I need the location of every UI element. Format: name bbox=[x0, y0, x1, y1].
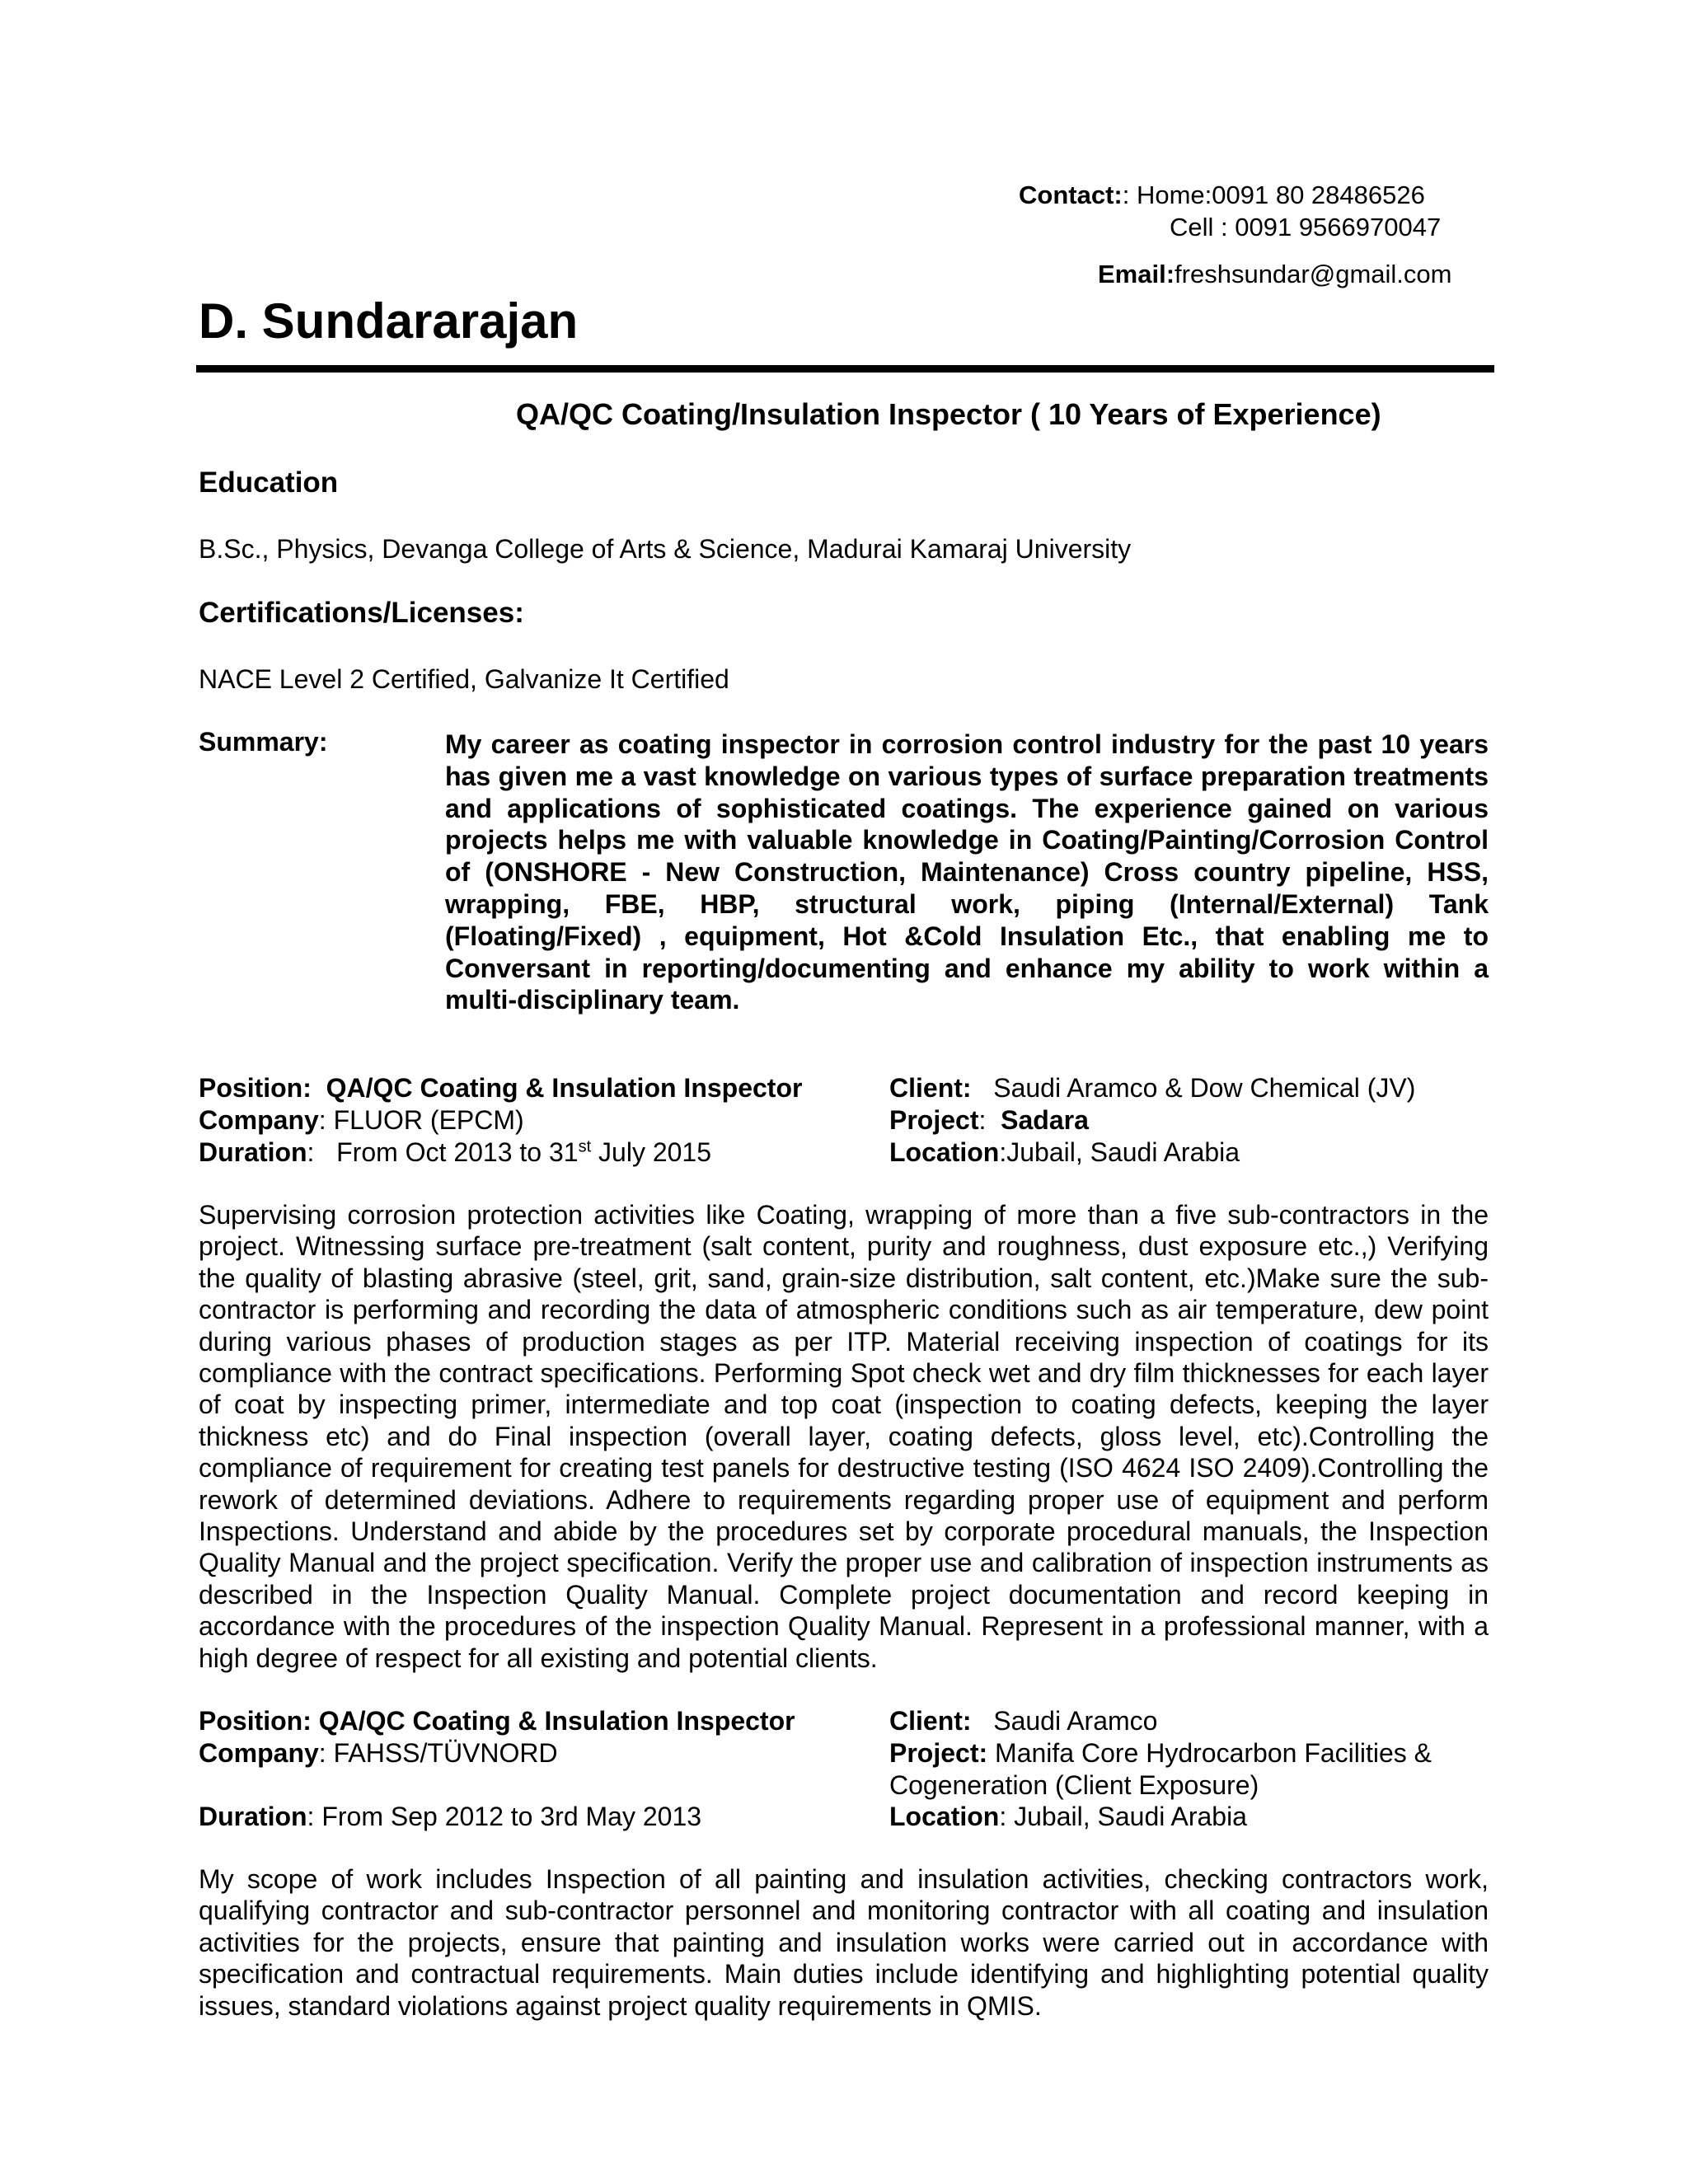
job2-duration bbox=[199, 1800, 701, 1833]
job1-position-label: Position: bbox=[199, 1073, 312, 1103]
job1-location bbox=[889, 1136, 1240, 1169]
job1-client bbox=[889, 1071, 1415, 1104]
job1-company-value: : FLUOR (EPCM) bbox=[318, 1105, 524, 1135]
header-divider bbox=[196, 365, 1494, 373]
job2-position bbox=[199, 1704, 795, 1737]
job2-project-label: Project: bbox=[889, 1738, 988, 1768]
job1-location-value: :Jubail, Saudi Arabia bbox=[999, 1137, 1240, 1167]
job1-duration bbox=[199, 1136, 711, 1169]
job1-description: Supervising corrosion protection activities like Coating, wrapping of more than a five sub-contractors in the project. Witnessing surface pre-treatment (salt content, purity and roughness, dust exposure etc.,) Verifying the quality of blasting abrasive (steel, grit, sand, grain-size distribution, salt content, etc.)Make sure the sub-contractor is performing and recording the data of atmospheric conditions such as air temperature, dew point during various phases of production stages as per ITP. Material receiving inspection of coatings for its compliance with the contract specifications. Performing Spot check wet and dry film thicknesses for each layer of coat by inspecting primer, intermediate and top coat (inspection to coating defects, keeping the layer thickness etc) and do Final inspection (overall layer, coating defects, gloss level, etc).Controlling the compliance of requirement for creating test panels for destructive testing (ISO 4624 ISO 2409).Controlling the rework of determined deviations. Adhere to requirements regarding proper use of equipment and perform Inspections. Understand and abide by the procedures set by corporate procedural manuals, the Inspection Quality Manual and the project specification. Verify the proper use and calibration of inspection instruments as described in the Inspection Quality Manual. Complete project documentation and record keeping in accordance with the procedures of the inspection Quality Manual. Represent in a professional manner, with a high degree of respect for all existing and potential clients. bbox=[199, 1200, 1489, 1673]
job1-duration-label: Duration bbox=[199, 1137, 307, 1167]
job2-duration-label: Duration bbox=[199, 1802, 307, 1831]
job2-location bbox=[889, 1800, 1247, 1833]
summary-text: My career as coating inspector in corrosion control industry for the past 10 years has given me a vast knowledge on various types of surface preparation treatments and applications of sophisticated coatings. The experience gained on various projects helps me with valuable knowledge in Coating/Painting/Corrosion Control of (ONSHORE - New Construction, Maintenance) Cross country pipeline, HSS, wrapping, FBE, HBP, structural work, piping (Internal/External) Tank (Floating/Fixed) , equipment, Hot &Cold Insulation Etc., that enabling me to Conversant in reporting/documenting and enhance my ability to work within a multi-disciplinary team. bbox=[445, 729, 1489, 1015]
job2-company-value: : FAHSS/TÜVNORD bbox=[318, 1738, 558, 1768]
job1-location-label: Location bbox=[889, 1137, 1000, 1167]
email-label: Email: bbox=[1098, 260, 1175, 288]
job2-client bbox=[889, 1704, 1157, 1737]
job2-description: My scope of work includes Inspection of all painting and insulation activities, checking contractors work, qualifying contractor and sub-contractor personnel and monitoring contractor with all coating and insulation activities for the projects, ensure that painting and insulation works were carried out in accordance with specification and contractual requirements. Main duties include identifying and highlighting potential quality issues, standard violations against project quality requirements in QMIS. bbox=[199, 1864, 1489, 2021]
job1-client-label: Client: bbox=[889, 1073, 972, 1103]
job1-duration-pre: : From Oct 2013 to 31 bbox=[307, 1137, 579, 1167]
page-title: QA/QC Coating/Insulation Inspector ( 10 Years of Experience) bbox=[516, 397, 1381, 431]
contact-home-line bbox=[1019, 179, 1425, 212]
contact-cell: Cell : 0091 9566970047 bbox=[1170, 213, 1442, 241]
job1-project bbox=[889, 1104, 1089, 1137]
certifications-text: NACE Level 2 Certified, Galvanize It Certified bbox=[199, 664, 729, 694]
job1-project-value: Sadara bbox=[1001, 1105, 1089, 1135]
education-text: B.Sc., Physics, Devanga College of Arts & Science, Madurai Kamaraj University bbox=[199, 534, 1132, 564]
job1-duration-sup: st bbox=[578, 1137, 592, 1156]
job2-project-line1: Manifa Core Hydrocarbon Facilities & bbox=[995, 1738, 1432, 1768]
job1-company-label: Company bbox=[199, 1105, 319, 1135]
job1-position-value: QA/QC Coating & Insulation Inspector bbox=[326, 1073, 803, 1103]
job2-client-value: Saudi Aramco bbox=[993, 1706, 1158, 1736]
job2-company-label: Company bbox=[199, 1738, 319, 1768]
job2-position-label: Position: bbox=[199, 1706, 312, 1736]
job1-client-value: Saudi Aramco & Dow Chemical (JV) bbox=[993, 1073, 1416, 1103]
job2-position-value: QA/QC Coating & Insulation Inspector bbox=[318, 1706, 795, 1736]
contact-home: : Home:0091 80 28486526 bbox=[1122, 180, 1425, 209]
job1-company bbox=[199, 1104, 524, 1137]
summary-label: Summary: bbox=[199, 727, 328, 757]
contact-label: Contact: bbox=[1019, 180, 1123, 209]
job2-project bbox=[889, 1736, 1432, 1769]
education-heading: Education bbox=[199, 466, 339, 499]
job1-project-sep: : bbox=[978, 1105, 987, 1135]
certifications-heading: Certifications/Licenses: bbox=[199, 597, 524, 629]
job2-client-label: Client: bbox=[889, 1706, 972, 1736]
job2-project-cont: Cogeneration (Client Exposure) bbox=[889, 1770, 1259, 1800]
candidate-name: D. Sundararajan bbox=[199, 293, 579, 349]
job2-location-value: : Jubail, Saudi Arabia bbox=[999, 1802, 1247, 1831]
job1-position bbox=[199, 1071, 802, 1104]
job1-project-label: Project bbox=[889, 1105, 979, 1135]
job2-company bbox=[199, 1736, 558, 1769]
contact-email-line bbox=[1098, 258, 1451, 291]
job2-duration-value: : From Sep 2012 to 3rd May 2013 bbox=[307, 1802, 702, 1831]
job1-duration-post: July 2015 bbox=[591, 1137, 712, 1167]
email-link[interactable]: freshsundar@gmail.com bbox=[1175, 260, 1452, 288]
job2-location-label: Location bbox=[889, 1802, 1000, 1831]
